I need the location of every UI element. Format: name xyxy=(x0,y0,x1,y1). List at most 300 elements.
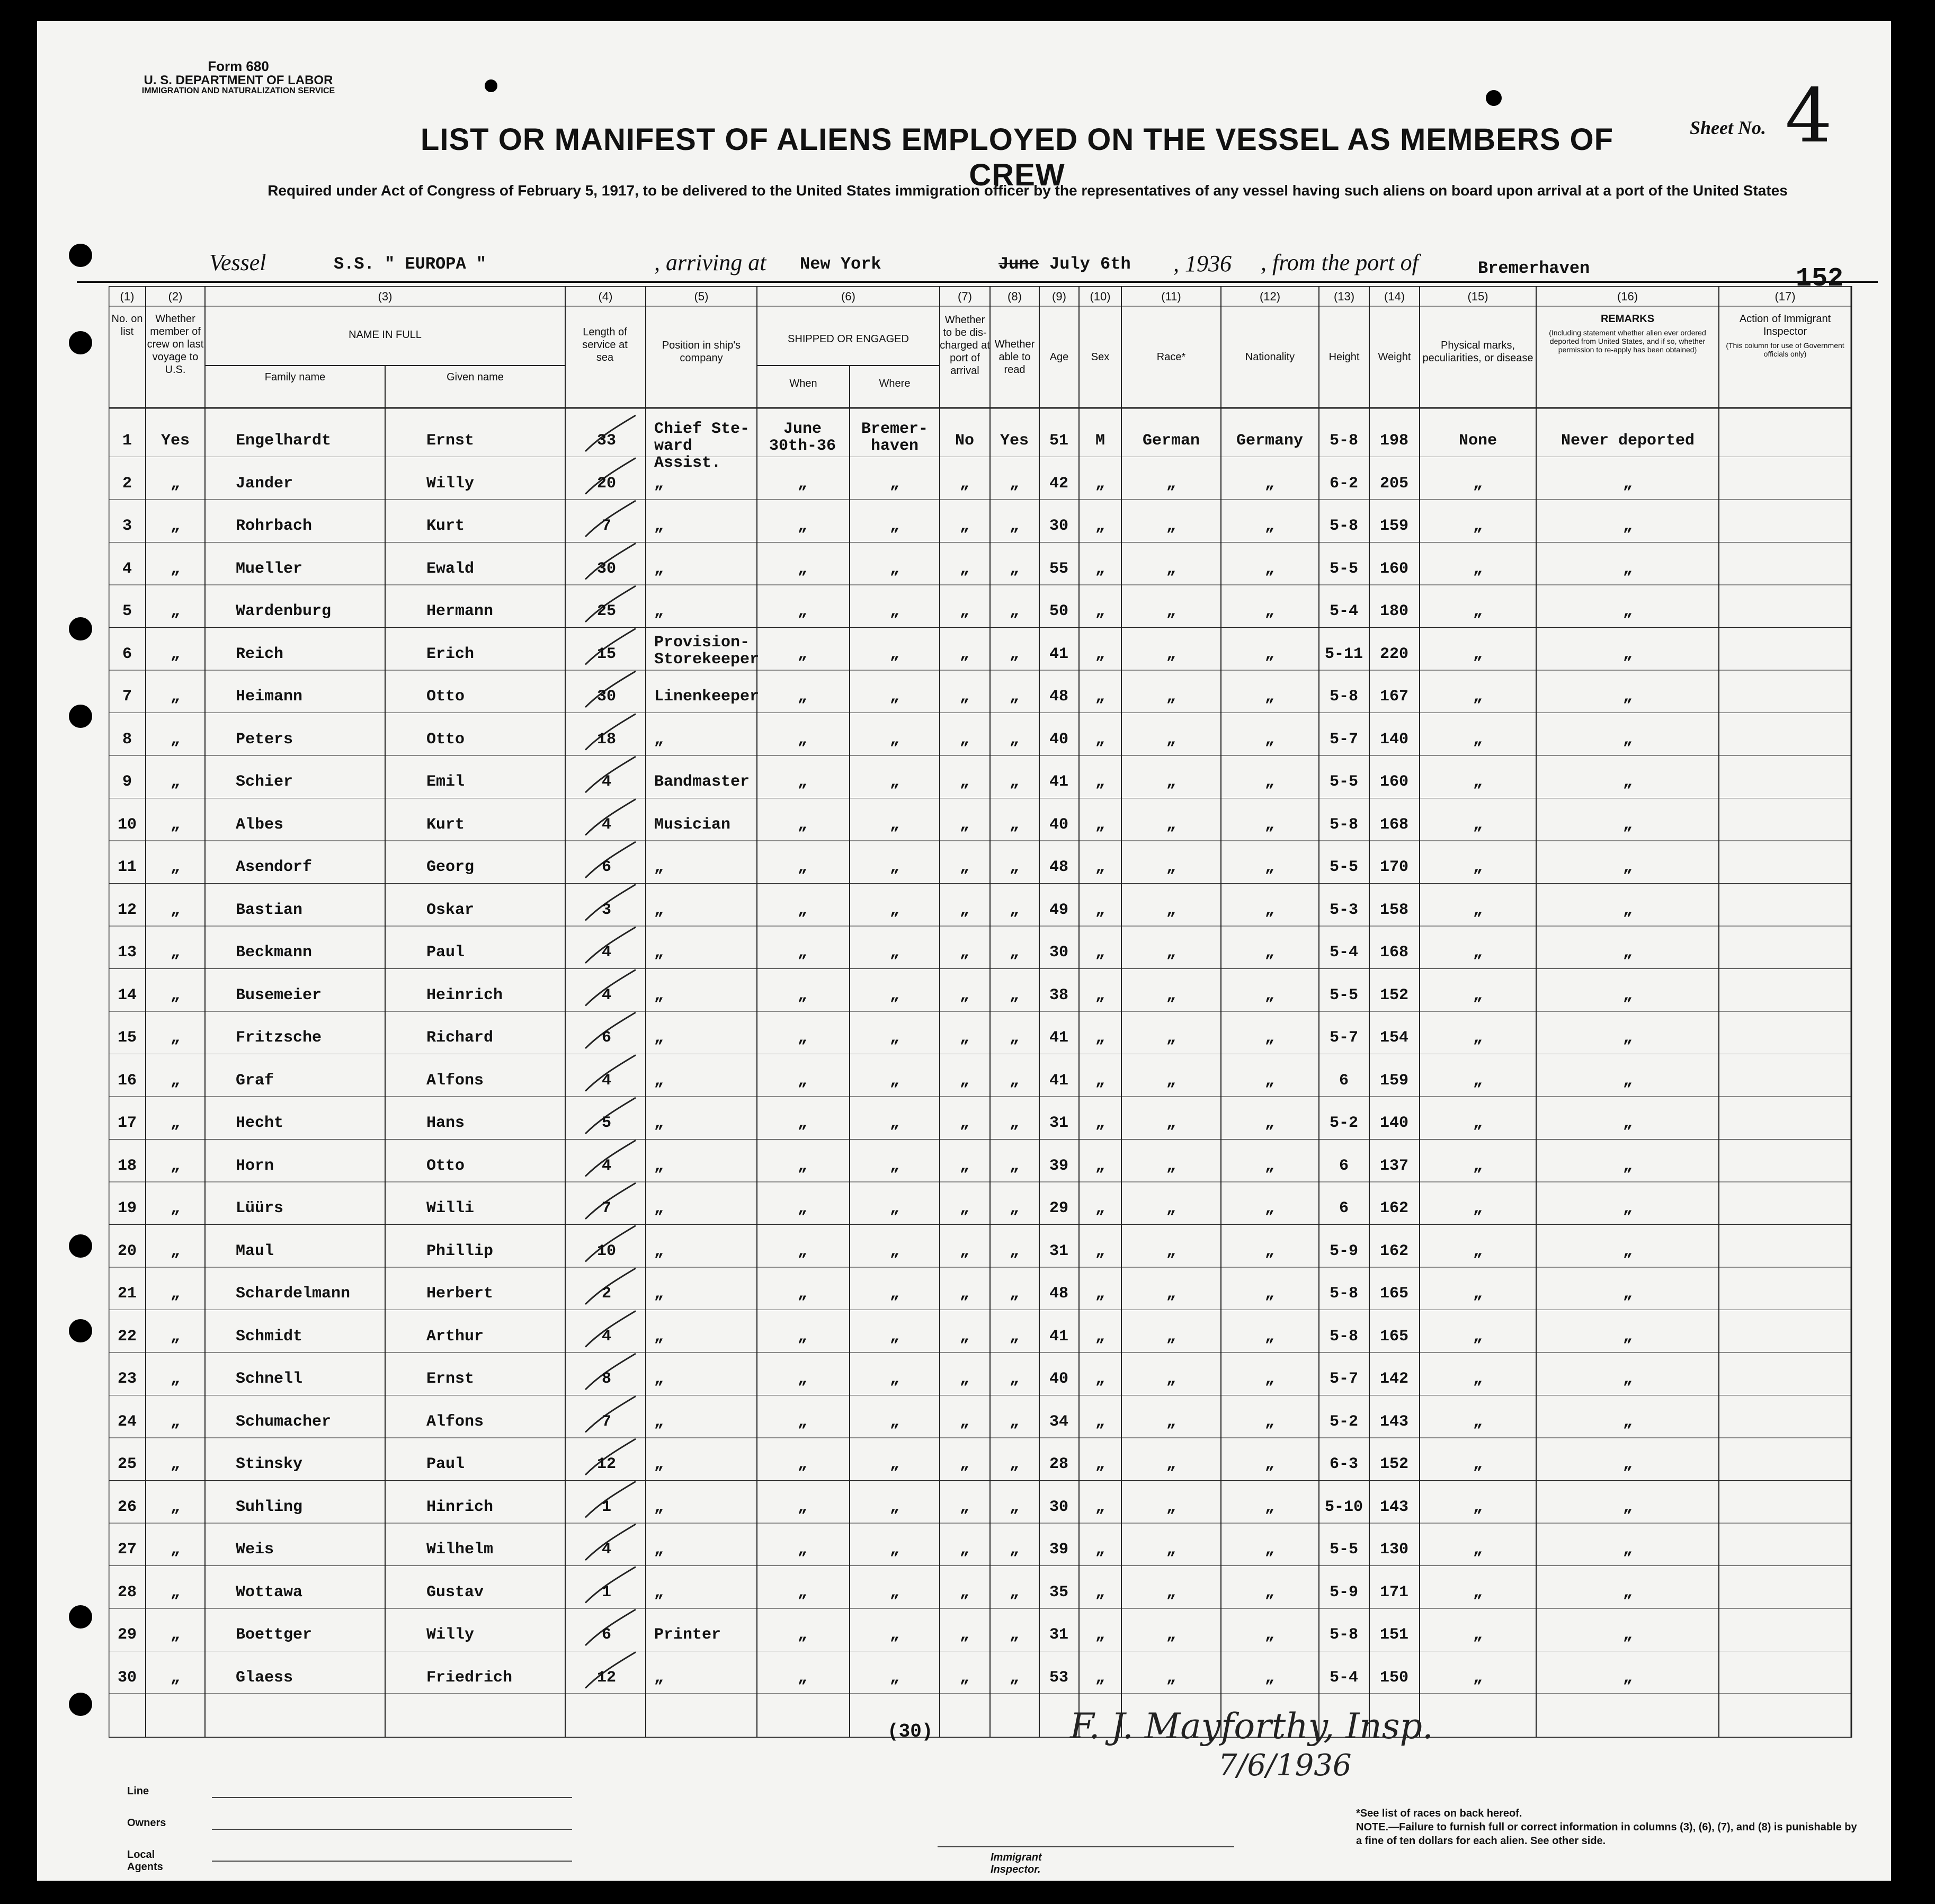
cell-nationality: „ xyxy=(1264,1199,1275,1217)
cell-position: Bandmaster xyxy=(654,773,750,791)
cell-given-name: Heinrich xyxy=(426,986,503,1004)
cell-sex: „ xyxy=(1095,474,1105,493)
cell-remarks: „ xyxy=(1622,1668,1633,1687)
cell-service-years: 25 xyxy=(596,602,617,620)
header-family-name: Family name xyxy=(264,371,326,383)
cell-race: „ xyxy=(1166,1498,1176,1516)
line-rule xyxy=(212,1797,572,1798)
cell-age: 28 xyxy=(1049,1455,1069,1473)
cell-remarks: „ xyxy=(1622,858,1633,876)
cell-sex: „ xyxy=(1095,1285,1105,1303)
cell-age: 48 xyxy=(1049,688,1069,706)
cell-row-number: 30 xyxy=(117,1668,137,1687)
cell-discharged: „ xyxy=(959,986,970,1004)
cell-race: „ xyxy=(1166,559,1176,578)
cell-weight: 137 xyxy=(1379,1156,1409,1175)
cell-shipped-where: „ xyxy=(889,1541,900,1559)
cell-height: 5-8 xyxy=(1329,1626,1359,1644)
department-name: U. S. DEPARTMENT OF LABOR xyxy=(144,73,333,88)
cell-given-name: Willy xyxy=(426,1626,475,1644)
cell-remarks: „ xyxy=(1622,1412,1633,1431)
cell-physical-marks: „ xyxy=(1473,858,1483,876)
cell-shipped-where: „ xyxy=(889,474,900,493)
cell-shipped-when: „ xyxy=(797,1285,808,1303)
cell-service-years: 8 xyxy=(601,1370,612,1388)
cell-last-voyage: „ xyxy=(170,1541,181,1559)
cell-family-name: Hecht xyxy=(236,1114,284,1132)
cell-service-years: 1 xyxy=(601,1583,612,1602)
sheet-number: 4 xyxy=(1785,73,1833,159)
cell-position: „ xyxy=(654,1071,664,1090)
cell-position: „ xyxy=(654,1498,664,1516)
cell-position: „ xyxy=(654,559,664,578)
cell-discharged: „ xyxy=(959,1541,970,1559)
cell-weight: 152 xyxy=(1379,986,1409,1004)
cell-weight: 143 xyxy=(1379,1498,1409,1516)
cell-height: 5-4 xyxy=(1329,1668,1359,1687)
cell-last-voyage: „ xyxy=(170,474,181,493)
cell-service-years: 30 xyxy=(596,688,617,706)
cell-service-years: 7 xyxy=(601,517,612,535)
cell-shipped-when: „ xyxy=(797,645,808,663)
manifest-number: 152 xyxy=(1796,264,1844,294)
cell-row-number: 14 xyxy=(117,986,137,1004)
col-number-4: (4) xyxy=(598,290,613,303)
cell-position: Provision-Storekeeper xyxy=(654,633,760,669)
cell-sex: „ xyxy=(1095,602,1105,620)
cell-able-to-read: „ xyxy=(1009,1199,1020,1217)
cell-able-to-read: „ xyxy=(1009,773,1020,791)
cell-race: „ xyxy=(1166,1668,1176,1687)
cell-shipped-where: „ xyxy=(889,901,900,919)
arrival-date-struck: June xyxy=(998,254,1039,274)
cell-last-voyage: „ xyxy=(170,1242,181,1260)
cell-age: 51 xyxy=(1049,432,1069,450)
cell-given-name: Ernst xyxy=(426,432,475,450)
cell-race: „ xyxy=(1166,858,1176,876)
cell-position: Musician xyxy=(654,815,731,834)
cell-physical-marks: „ xyxy=(1473,1029,1483,1047)
header-no-on-list: No. on list xyxy=(111,313,143,337)
cell-race: „ xyxy=(1166,1071,1176,1090)
cell-position: „ xyxy=(654,901,664,919)
cell-shipped-where: „ xyxy=(889,858,900,876)
cell-weight: 165 xyxy=(1379,1327,1409,1346)
cell-discharged: „ xyxy=(959,1668,970,1687)
cell-discharged: „ xyxy=(959,1455,970,1473)
cell-age: 31 xyxy=(1049,1242,1069,1260)
cell-able-to-read: „ xyxy=(1009,944,1020,962)
cell-row-number: 23 xyxy=(117,1370,137,1388)
cell-last-voyage: „ xyxy=(170,1285,181,1303)
cell-nationality: „ xyxy=(1264,815,1275,834)
cell-shipped-where: „ xyxy=(889,1071,900,1090)
header-when: When xyxy=(789,378,817,389)
cell-given-name: Emil xyxy=(426,773,465,791)
cell-nationality: „ xyxy=(1264,858,1275,876)
cell-shipped-when: „ xyxy=(797,1541,808,1559)
cell-age: 53 xyxy=(1049,1668,1069,1687)
cell-nationality: „ xyxy=(1264,986,1275,1004)
cell-nationality: „ xyxy=(1264,730,1275,749)
cell-shipped-where: „ xyxy=(889,1242,900,1260)
cell-last-voyage: „ xyxy=(170,730,181,749)
cell-position: „ xyxy=(654,944,664,962)
cell-physical-marks: „ xyxy=(1473,1583,1483,1602)
cell-last-voyage: „ xyxy=(170,1156,181,1175)
form-number: Form 680 xyxy=(208,58,269,74)
cell-nationality: „ xyxy=(1264,1626,1275,1644)
cell-row-number: 17 xyxy=(117,1114,137,1132)
cell-last-voyage: „ xyxy=(170,815,181,834)
sheet-label: Sheet No. xyxy=(1690,117,1766,138)
cell-remarks: „ xyxy=(1622,815,1633,834)
cell-height: 5-5 xyxy=(1329,773,1359,791)
cell-age: 41 xyxy=(1049,1327,1069,1346)
cell-nationality: „ xyxy=(1264,1455,1275,1473)
cell-shipped-when: „ xyxy=(797,1327,808,1346)
cell-service-years: 4 xyxy=(601,986,612,1004)
cell-height: 5-8 xyxy=(1329,688,1359,706)
cell-remarks: „ xyxy=(1622,901,1633,919)
cell-position: Chief Ste-ward Assist. xyxy=(654,420,750,472)
cell-discharged: „ xyxy=(959,474,970,493)
cell-position: „ xyxy=(654,474,664,493)
cell-shipped-when: „ xyxy=(797,1071,808,1090)
cell-remarks: „ xyxy=(1622,773,1633,791)
cell-weight: 170 xyxy=(1379,858,1409,876)
cell-able-to-read: „ xyxy=(1009,1668,1020,1687)
header-physical-marks: Physical marks, peculiarities, or disease xyxy=(1422,340,1533,364)
cell-position: „ xyxy=(654,517,664,535)
cell-position: „ xyxy=(654,1242,664,1260)
cell-height: 5-4 xyxy=(1329,944,1359,962)
cell-position: Printer xyxy=(654,1626,721,1644)
cell-family-name: Busemeier xyxy=(236,986,322,1004)
cell-age: 39 xyxy=(1049,1541,1069,1559)
cell-able-to-read: „ xyxy=(1009,1242,1020,1260)
cell-age: 41 xyxy=(1049,1029,1069,1047)
cell-able-to-read: „ xyxy=(1009,858,1020,876)
cell-discharged: „ xyxy=(959,1285,970,1303)
cell-able-to-read: „ xyxy=(1009,730,1020,749)
cell-last-voyage: „ xyxy=(170,858,181,876)
cell-position: „ xyxy=(654,1541,664,1559)
cell-service-years: 10 xyxy=(596,1242,617,1260)
cell-last-voyage: „ xyxy=(170,1668,181,1687)
arrival-date-value: July 6th xyxy=(1049,254,1131,274)
cell-row-number: 27 xyxy=(117,1541,137,1559)
cell-shipped-where: „ xyxy=(889,815,900,834)
document-subtitle: Required under Act of Congress of February 5, 1917, to be delivered to the United States immigration officer by the representatives of any vessel having such aliens on board upon arrival at a port of the United States xyxy=(267,182,1788,199)
cell-service-years: 6 xyxy=(601,1626,612,1644)
cell-weight: 154 xyxy=(1379,1029,1409,1047)
cell-height: 5-8 xyxy=(1329,1327,1359,1346)
crew-manifest-table xyxy=(109,286,1878,1738)
col-number-7: (7) xyxy=(958,290,972,303)
cell-row-number: 22 xyxy=(117,1327,137,1346)
cell-shipped-when: „ xyxy=(797,858,808,876)
cell-height: 5-7 xyxy=(1329,730,1359,749)
cell-service-years: 4 xyxy=(601,815,612,834)
cell-family-name: Mueller xyxy=(236,559,303,578)
cell-sex: „ xyxy=(1095,986,1105,1004)
cell-shipped-where: „ xyxy=(889,1412,900,1431)
cell-remarks: „ xyxy=(1622,1156,1633,1175)
cell-discharged: „ xyxy=(959,559,970,578)
cell-position: „ xyxy=(654,1114,664,1132)
cell-shipped-when: „ xyxy=(797,1199,808,1217)
cell-shipped-when: „ xyxy=(797,1242,808,1260)
cell-shipped-where: „ xyxy=(889,1029,900,1047)
cell-height: 5-5 xyxy=(1329,858,1359,876)
cell-service-years: 15 xyxy=(596,645,617,663)
cell-shipped-when: „ xyxy=(797,688,808,706)
cell-discharged: „ xyxy=(959,1242,970,1260)
col-number-11: (11) xyxy=(1161,290,1181,303)
cell-position: „ xyxy=(654,1029,664,1047)
cell-discharged: „ xyxy=(959,1029,970,1047)
cell-shipped-where: „ xyxy=(889,730,900,749)
cell-family-name: Lüürs xyxy=(236,1199,284,1217)
cell-position: „ xyxy=(654,1285,664,1303)
cell-shipped-when: „ xyxy=(797,773,808,791)
cell-sex: „ xyxy=(1095,1668,1105,1687)
cell-sex: „ xyxy=(1095,1156,1105,1175)
cell-race: „ xyxy=(1166,1583,1176,1602)
cell-able-to-read: „ xyxy=(1009,1412,1020,1431)
signature-name: F. J. Mayforthy, Insp. xyxy=(1070,1706,1433,1747)
cell-physical-marks: „ xyxy=(1473,1370,1483,1388)
cell-shipped-where: Bremer-haven xyxy=(861,420,929,455)
cell-age: 38 xyxy=(1049,986,1069,1004)
cell-shipped-when: „ xyxy=(797,1156,808,1175)
cell-height: 6 xyxy=(1339,1156,1349,1175)
cell-weight: 158 xyxy=(1379,901,1409,919)
cell-physical-marks: „ xyxy=(1473,1455,1483,1473)
cell-family-name: Bastian xyxy=(236,901,303,919)
cell-family-name: Asendorf xyxy=(236,858,313,876)
cell-position: „ xyxy=(654,1327,664,1346)
cell-shipped-where: „ xyxy=(889,1156,900,1175)
cell-position: Linenkeeper xyxy=(654,688,760,706)
cell-family-name: Graf xyxy=(236,1071,274,1090)
cell-race: „ xyxy=(1166,901,1176,919)
cell-race: „ xyxy=(1166,730,1176,749)
cell-family-name: Fritzsche xyxy=(236,1029,322,1047)
cell-race: „ xyxy=(1166,688,1176,706)
cell-sex: „ xyxy=(1095,1114,1105,1132)
cell-age: 30 xyxy=(1049,517,1069,535)
cell-remarks: „ xyxy=(1622,1626,1633,1644)
cell-shipped-when: „ xyxy=(797,1412,808,1431)
header-last-voyage: Whether member of crew on last voyage to U.S. xyxy=(147,313,204,376)
cell-physical-marks: „ xyxy=(1473,1071,1483,1090)
cell-shipped-when: „ xyxy=(797,901,808,919)
service-name: IMMIGRATION AND NATURALIZATION SERVICE xyxy=(141,86,335,96)
cell-remarks: „ xyxy=(1622,688,1633,706)
cell-family-name: Horn xyxy=(236,1156,274,1175)
cell-weight: 142 xyxy=(1379,1370,1409,1388)
cell-weight: 160 xyxy=(1379,559,1409,578)
table-grid xyxy=(109,286,1878,1738)
cell-remarks: „ xyxy=(1622,602,1633,620)
cell-row-number: 15 xyxy=(117,1029,137,1047)
cell-service-years: 4 xyxy=(601,1327,612,1346)
cell-row-number: 20 xyxy=(117,1242,137,1260)
cell-family-name: Wardenburg xyxy=(236,602,332,620)
cell-last-voyage: „ xyxy=(170,1199,181,1217)
header-position: Position in ship's company xyxy=(662,340,741,364)
cell-height: 5-7 xyxy=(1329,1370,1359,1388)
cell-shipped-where: „ xyxy=(889,773,900,791)
header-able-to-read: Whether able to read xyxy=(994,339,1035,376)
cell-nationality: „ xyxy=(1264,1242,1275,1260)
cell-given-name: Willy xyxy=(426,474,475,493)
document-title: LIST OR MANIFEST OF ALIENS EMPLOYED ON THE VESSEL AS MEMBERS OF CREW xyxy=(420,122,1614,192)
cell-nationality: „ xyxy=(1264,645,1275,663)
cell-nationality: „ xyxy=(1264,688,1275,706)
header-where: Where xyxy=(879,378,911,389)
cell-last-voyage: „ xyxy=(170,1583,181,1602)
cell-able-to-read: „ xyxy=(1009,1583,1020,1602)
cell-weight: 130 xyxy=(1379,1541,1409,1559)
signature-date: 7/6/1936 xyxy=(1218,1748,1352,1783)
cell-row-number: 28 xyxy=(117,1583,137,1602)
inspector-label: Immigrant Inspector. xyxy=(991,1852,1042,1875)
header-action-note: (This column for use of Government officials only) xyxy=(1726,341,1844,358)
cell-discharged: „ xyxy=(959,730,970,749)
cell-shipped-when: „ xyxy=(797,1114,808,1132)
cell-race: „ xyxy=(1166,474,1176,493)
cell-discharged: „ xyxy=(959,944,970,962)
vessel-line-rule xyxy=(77,281,1878,283)
cell-height: 5-2 xyxy=(1329,1114,1359,1132)
cell-physical-marks: None xyxy=(1458,432,1497,450)
cell-age: 41 xyxy=(1049,773,1069,791)
cell-physical-marks: „ xyxy=(1473,645,1483,663)
cell-physical-marks: „ xyxy=(1473,730,1483,749)
col-number-14: (14) xyxy=(1384,290,1405,303)
cell-nationality: Germany xyxy=(1236,432,1304,450)
cell-discharged: „ xyxy=(959,1327,970,1346)
cell-age: 31 xyxy=(1049,1626,1069,1644)
cell-sex: „ xyxy=(1095,1455,1105,1473)
cell-given-name: Alfons xyxy=(426,1071,484,1090)
cell-age: 40 xyxy=(1049,730,1069,749)
cell-height: 6 xyxy=(1339,1199,1349,1217)
from-port-label: , from the port of xyxy=(1261,250,1419,275)
cell-race: „ xyxy=(1166,645,1176,663)
cell-remarks: „ xyxy=(1622,1583,1633,1602)
cell-physical-marks: „ xyxy=(1473,944,1483,962)
cell-shipped-when: „ xyxy=(797,1029,808,1047)
cell-able-to-read: „ xyxy=(1009,1455,1020,1473)
cell-height: 6-3 xyxy=(1329,1455,1359,1473)
cell-race: „ xyxy=(1166,773,1176,791)
cell-service-years: 3 xyxy=(601,901,612,919)
cell-given-name: Phillip xyxy=(426,1242,494,1260)
cell-weight: 220 xyxy=(1379,645,1409,663)
cell-race: „ xyxy=(1166,1455,1176,1473)
cell-family-name: Engelhardt xyxy=(236,432,332,450)
col-number-2: (2) xyxy=(168,290,183,303)
cell-family-name: Weis xyxy=(236,1541,274,1559)
cell-given-name: Alfons xyxy=(426,1412,484,1431)
cell-row-number: 2 xyxy=(122,474,132,493)
cell-service-years: 18 xyxy=(596,730,617,749)
cell-discharged: „ xyxy=(959,1156,970,1175)
cell-shipped-when: „ xyxy=(797,1583,808,1602)
cell-race: „ xyxy=(1166,1242,1176,1260)
cell-race: „ xyxy=(1166,1370,1176,1388)
cell-given-name: Willi xyxy=(426,1199,475,1217)
cell-position: „ xyxy=(654,1156,664,1175)
cell-service-years: 4 xyxy=(601,1156,612,1175)
cell-nationality: „ xyxy=(1264,1498,1275,1516)
cell-discharged: „ xyxy=(959,773,970,791)
cell-nationality: „ xyxy=(1264,944,1275,962)
cell-shipped-where: „ xyxy=(889,1370,900,1388)
cell-weight: 198 xyxy=(1379,432,1409,450)
cell-race: „ xyxy=(1166,1541,1176,1559)
cell-position: „ xyxy=(654,1412,664,1431)
cell-remarks: „ xyxy=(1622,559,1633,578)
cell-given-name: Paul xyxy=(426,1455,465,1473)
cell-age: 42 xyxy=(1049,474,1069,493)
cell-height: 5-3 xyxy=(1329,901,1359,919)
cell-sex: „ xyxy=(1095,773,1105,791)
cell-service-years: 6 xyxy=(601,858,612,876)
cell-discharged: No xyxy=(955,432,975,450)
cell-shipped-when: „ xyxy=(797,815,808,834)
cell-height: 5-8 xyxy=(1329,517,1359,535)
cell-physical-marks: „ xyxy=(1473,1626,1483,1644)
cell-age: 40 xyxy=(1049,815,1069,834)
cell-weight: 160 xyxy=(1379,773,1409,791)
cell-last-voyage: „ xyxy=(170,517,181,535)
cell-sex: „ xyxy=(1095,815,1105,834)
cell-given-name: Otto xyxy=(426,730,465,749)
cell-family-name: Boettger xyxy=(236,1626,313,1644)
cell-nationality: „ xyxy=(1264,901,1275,919)
cell-row-number: 11 xyxy=(117,858,137,876)
cell-shipped-when: „ xyxy=(797,1626,808,1644)
cell-height: 5-2 xyxy=(1329,1412,1359,1431)
cell-last-voyage: „ xyxy=(170,1327,181,1346)
header-given-name: Given name xyxy=(447,371,504,383)
cell-physical-marks: „ xyxy=(1473,602,1483,620)
cell-nationality: „ xyxy=(1264,517,1275,535)
cell-shipped-where: „ xyxy=(889,1498,900,1516)
cell-sex: „ xyxy=(1095,1327,1105,1346)
cell-remarks: „ xyxy=(1622,944,1633,962)
cell-age: 41 xyxy=(1049,1071,1069,1090)
cell-last-voyage: „ xyxy=(170,559,181,578)
cell-row-number: 3 xyxy=(122,517,132,535)
cell-row-number: 10 xyxy=(117,815,137,834)
departure-port: Bremerhaven xyxy=(1478,259,1590,278)
cell-able-to-read: „ xyxy=(1009,1071,1020,1090)
cell-row-number: 13 xyxy=(117,944,137,962)
cell-weight: 180 xyxy=(1379,602,1409,620)
cell-remarks: „ xyxy=(1622,1071,1633,1090)
cell-row-number: 8 xyxy=(122,730,132,749)
cell-height: 5-10 xyxy=(1324,1498,1363,1516)
cell-sex: „ xyxy=(1095,1199,1105,1217)
cell-family-name: Rohrbach xyxy=(236,517,313,535)
cell-sex: „ xyxy=(1095,559,1105,578)
